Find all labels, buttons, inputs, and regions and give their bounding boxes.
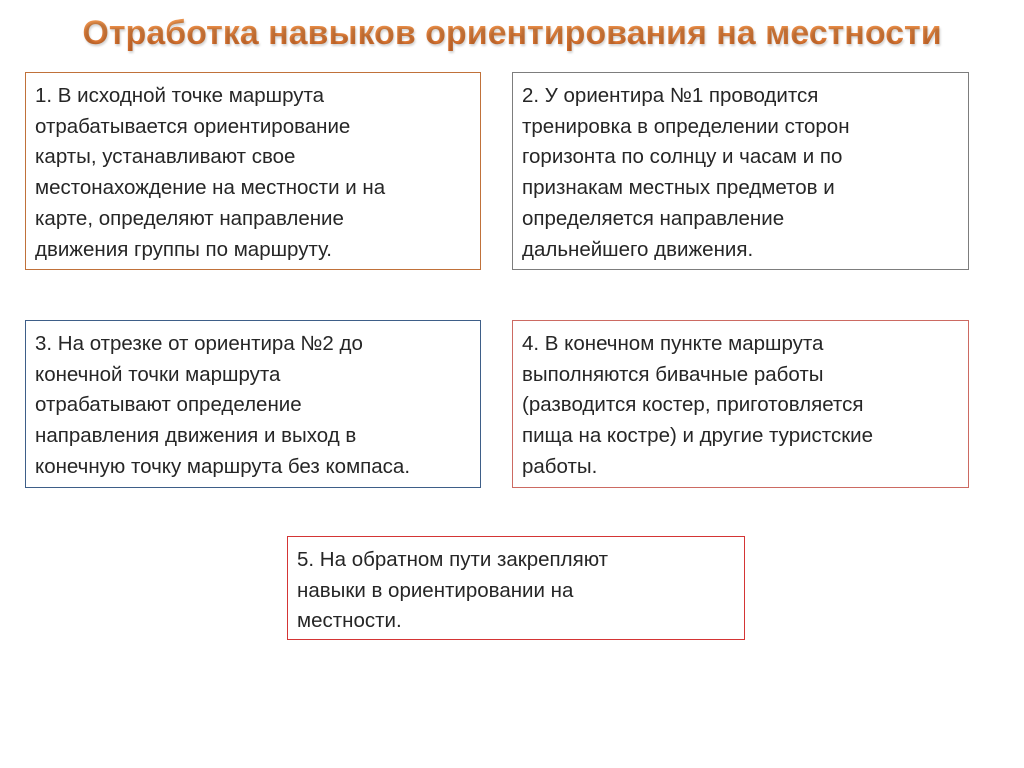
slide-title: Отработка навыков ориентирования на местности xyxy=(10,8,1014,58)
step-4-line: 4. В конечном пункте маршрута xyxy=(522,332,824,355)
step-4-box xyxy=(512,320,969,488)
step-3-line: 3. На отрезке от ориентира №2 до xyxy=(35,332,363,355)
step-5-line: навыки в ориентировании на xyxy=(297,578,574,602)
step-1-line: карты, устанавливают свое xyxy=(35,145,296,169)
step-2-line: 2. У ориентира №1 проводится xyxy=(522,84,819,107)
step-4-line: пища на костре) и другие туристские xyxy=(522,424,874,448)
step-3-line: отрабатывают определение xyxy=(35,393,302,417)
step-1-line: карте, определяют направление xyxy=(35,206,344,230)
step-1-box xyxy=(25,72,481,270)
step-2-line: дальнейшего движения. xyxy=(522,237,754,261)
step-2-line: признакам местных предметов и xyxy=(522,176,835,200)
step-4-line: выполняются бивачные работы xyxy=(522,362,824,386)
step-5-box xyxy=(287,536,745,640)
step-1-line: местонахождение на местности и на xyxy=(35,176,386,200)
step-1-line: 1. В исходной точке маршрута xyxy=(35,84,325,107)
step-3-line: направления движения и выход в xyxy=(35,424,357,448)
step-5-line: 5. На обратном пути закрепляют xyxy=(297,548,609,571)
step-1-line: отрабатывается ориентирование xyxy=(35,114,351,138)
step-2-line: определяется направление xyxy=(522,206,785,230)
step-3-box xyxy=(25,320,481,488)
step-2-box xyxy=(512,72,969,270)
step-1-line: движения группы по маршруту. xyxy=(35,237,332,261)
step-3-line: конечную точку маршрута без компаса. xyxy=(35,454,411,478)
step-3-line: конечной точки маршрута xyxy=(35,362,281,386)
step-5-line: местности. xyxy=(297,609,402,633)
step-4-line: (разводится костер, приготовляется xyxy=(522,393,864,417)
step-2-line: тренировка в определении сторон xyxy=(522,114,850,138)
step-4-line: работы. xyxy=(522,454,598,478)
step-2-line: горизонта по солнцу и часам и по xyxy=(522,145,843,169)
